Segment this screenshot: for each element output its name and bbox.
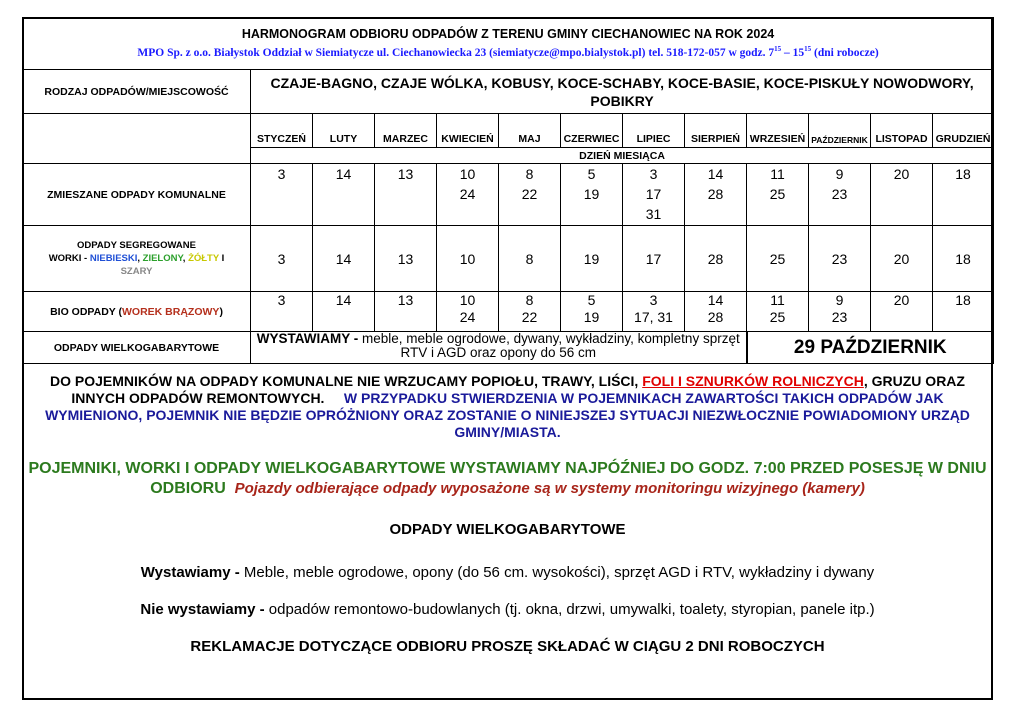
pickup-day-cell <box>313 292 375 332</box>
bulky-allowed-note: Wystawiamy - Meble, meble ogrodowe, opony (do 56 cm. wysokości), sprzęt AGD i RTV, wykładziny i dywany <box>140 564 875 581</box>
company-info: MPO Sp. z o.o. Białystok Oddział w Siemiatycze ul. Ciechanowiecka 23 (siemiatycze@mpo.bialystok.pl) tel. 518-172-057 w godz. $7^{15} - 15^{15}$ (dni robocze) <box>137 45 879 59</box>
pickup-day-cell: 18 <box>933 226 994 292</box>
bulky-waste-label: ODPADY WIELKOGABARYTOWE <box>23 332 251 364</box>
pickup-day-cell <box>933 292 994 332</box>
pickup-day: 8 <box>525 166 534 182</box>
pickup-day-cell <box>871 164 933 226</box>
pickup-day-cell: 13 <box>375 226 437 292</box>
pickup-day-cell: 28 <box>685 226 747 292</box>
pickup-day-cell <box>623 164 685 226</box>
pickup-day: 20 <box>893 292 910 308</box>
bio-waste-label: BIO ODPADY (WOREK BRĄZOWY) <box>23 292 251 332</box>
day-of-month-label: DZIEŃ MIESIĄCA <box>251 148 994 164</box>
notes-section <box>24 370 991 655</box>
pickup-day: 14 <box>707 166 724 182</box>
pickup-day-cell <box>685 292 747 332</box>
pickup-day: 11 <box>770 292 785 308</box>
header <box>23 18 994 70</box>
pickup-day: 19 <box>583 309 600 325</box>
schedule-table <box>22 17 994 364</box>
pickup-day: 5 <box>587 166 596 182</box>
pickup-day-cell <box>747 292 809 332</box>
pickup-day-cell <box>685 164 747 226</box>
pickup-day: 19 <box>583 186 600 202</box>
pickup-day: 20 <box>893 166 910 182</box>
pickup-day: 3 <box>277 292 286 308</box>
pickup-day-cell <box>437 292 499 332</box>
pickup-day: 23 <box>831 186 848 202</box>
towns-list: CZAJE-BAGNO, CZAJE WÓLKA, KOBUSY, KOCE-SCHABY, KOCE-BASIE, KOCE-PISKUŁY NOWODWORY, POBIKRY <box>251 70 994 114</box>
month-header: CZERWIEC <box>561 114 623 148</box>
pickup-day: 22 <box>521 309 538 325</box>
empty-cell <box>23 114 251 164</box>
pickup-day-cell: 3 <box>251 226 313 292</box>
pickup-day: 23 <box>831 309 848 325</box>
pickup-day: 10 <box>459 292 476 308</box>
pickup-day-cell: 14 <box>313 226 375 292</box>
segregated-waste-label: ODPADY SEGREGOWANE WORKI - NIEBIESKI, ZIELONY, ŻÓŁTY I SZARY <box>23 226 251 292</box>
pickup-day: 28 <box>707 186 724 202</box>
pickup-day: 5 <box>587 292 596 308</box>
mixed-waste-label: ZMIESZANE ODPADY KOMUNALNE <box>23 164 251 226</box>
pickup-day-cell <box>871 292 933 332</box>
month-header: MARZEC <box>375 114 437 148</box>
pickup-day-cell: 23 <box>809 226 871 292</box>
pickup-day: 22 <box>521 186 538 202</box>
pickup-day-cell <box>437 164 499 226</box>
month-header: KWIECIEŃ <box>437 114 499 148</box>
pickup-day-cell: 25 <box>747 226 809 292</box>
pickup-day-cell <box>375 292 437 332</box>
pickup-day-cell <box>561 164 623 226</box>
bulky-not-allowed-note: Nie wystawiamy - odpadów remontowo-budowlanych (tj. okna, drzwi, umywalki, toalety, styropian, panele itp.) <box>140 601 875 618</box>
pickup-day: 9 <box>835 292 844 308</box>
pickup-day-cell <box>809 164 871 226</box>
pickup-day: 17 <box>645 186 662 202</box>
pickup-day-cell: 20 <box>871 226 933 292</box>
pickup-day: 17, 31 <box>634 309 673 325</box>
pickup-day: 14 <box>707 292 724 308</box>
pickup-day-cell: 19 <box>561 226 623 292</box>
pickup-day-cell <box>313 164 375 226</box>
pickup-day: 14 <box>335 292 352 308</box>
pickup-day: 24 <box>459 309 476 325</box>
pickup-day: 18 <box>955 166 971 182</box>
pickup-day: 11 <box>770 166 785 182</box>
month-header: SIERPIEŃ <box>685 114 747 148</box>
pickup-day: 31 <box>645 206 662 222</box>
pickup-day: 3 <box>277 166 286 182</box>
waste-type-label: RODZAJ ODPADÓW/MIEJSCOWOŚĆ <box>23 70 251 114</box>
month-header: LISTOPAD <box>871 114 933 148</box>
pickup-day: 8 <box>525 292 534 308</box>
pickup-day: 25 <box>769 309 786 325</box>
forbidden-waste-note: DO POJEMNIKÓW NA ODPADY KOMUNALNE NIE WRZUCAMY POPIOŁU, TRAWY, LIŚCI, FOLI I SZNURKÓW ROLNICZYCH, GRUZU ORAZ INNYCH ODPADÓW REMONTOWYCH. W PRZYPADKU STWIERDZENIA W POJEMNIKACH ZAWARTOŚCI TAKICH ODPADÓW JAK WYMIENIONO, POJEMNIK NIE BĘDZIE OPRÓŻNIONY ORAZ ZOSTANIE O NINIEJSZEJ SYTUACJI NIEZWŁOCZNIE POWIADOMIONY URZĄD GMINY/MIASTA. <box>45 373 970 440</box>
month-header: MAJ <box>499 114 561 148</box>
pickup-day: 13 <box>397 292 414 308</box>
pickup-day-cell <box>251 292 313 332</box>
pickup-day-cell <box>251 164 313 226</box>
pickup-day-cell <box>809 292 871 332</box>
pickup-day: 25 <box>769 186 786 202</box>
pickup-day-cell <box>747 164 809 226</box>
month-header: PAŹDZIERNIK <box>809 114 871 148</box>
pickup-day-cell: 17 <box>623 226 685 292</box>
month-header: WRZESIEŃ <box>747 114 809 148</box>
month-header: LIPIEC <box>623 114 685 148</box>
pickup-day: 24 <box>459 186 476 202</box>
pickup-day-cell <box>623 292 685 332</box>
pickup-day: 18 <box>955 292 971 308</box>
pickup-day-cell <box>499 164 561 226</box>
bulky-put-out-info: WYSTAWIAMY - meble, meble ogrodowe, dywany, wykładziny, kompletny sprzęt RTV i AGD oraz opony do 56 cm <box>251 332 747 364</box>
pickup-day-cell <box>375 164 437 226</box>
pickup-day-cell <box>561 292 623 332</box>
put-out-time-note: POJEMNIKI, WORKI I ODPADY WIELKOGABARYTOWE WYSTAWIAMY NAJPÓŹNIEJ DO GODZ. 7:00 PRZED POSESJĘ W DNIU ODBIORU Pojazdy odbierające odpady wyposażone są w systemy monitoringu wizyjnego (kamery) <box>28 460 987 497</box>
pickup-day: 9 <box>835 166 844 182</box>
pickup-day-cell: 10 <box>437 226 499 292</box>
pickup-day-cell <box>499 292 561 332</box>
month-header: GRUDZIEŃ <box>933 114 994 148</box>
pickup-day: 3 <box>649 292 658 308</box>
pickup-day-cell <box>933 164 994 226</box>
pickup-day: 10 <box>459 166 476 182</box>
pickup-day: 28 <box>707 309 724 325</box>
month-header: LUTY <box>313 114 375 148</box>
month-header: STYCZEŃ <box>251 114 313 148</box>
bulky-pickup-date: 29 PAŹDZIERNIK <box>747 332 994 364</box>
bulky-waste-heading: ODPADY WIELKOGABARYTOWE <box>389 521 626 538</box>
schedule-title: HARMONOGRAM ODBIORU ODPADÓW Z TERENU GMINY CIECHANOWIEC NA ROK 2024 <box>241 27 775 41</box>
pickup-day-cell: 8 <box>499 226 561 292</box>
complaints-note: REKLAMACJE DOTYCZĄCE ODBIORU PROSZĘ SKŁADAĆ W CIĄGU 2 DNI ROBOCZYCH <box>190 638 825 655</box>
pickup-day: 3 <box>649 166 658 182</box>
pickup-day: 13 <box>397 166 414 182</box>
pickup-day: 14 <box>335 166 352 182</box>
